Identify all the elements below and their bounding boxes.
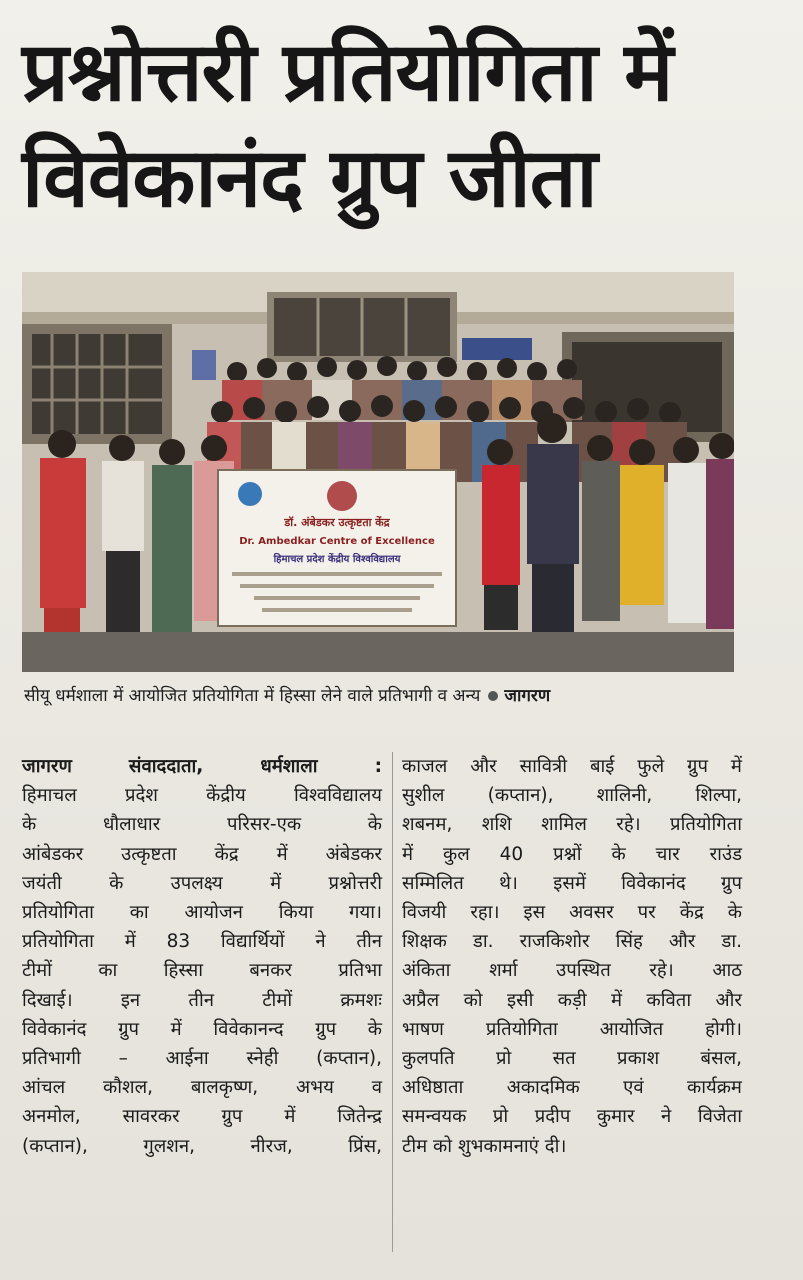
group-photo: [22, 272, 734, 672]
article-line: शिक्षक डा. राजकिशोर सिंह और डा.: [402, 931, 742, 953]
article-dateline: जागरण संवाददाता, धर्मशाला :: [22, 756, 382, 777]
article-line: समन्वयक प्रो प्रदीप कुमार ने विजेता: [402, 1106, 742, 1128]
article-line: आंचल कौशल, बालकृष्ण, अभय व: [22, 1077, 382, 1099]
article-line: (कप्तान), गुलशन, नीरज, प्रिंस,: [22, 1135, 382, 1157]
article-line: टीम को शुभकामनाएं दी।: [402, 1135, 567, 1157]
group-photo-illustration: [22, 272, 734, 672]
headline: [22, 20, 782, 232]
banner-line-2: Dr. Ambedkar Centre of Excellence: [239, 536, 435, 547]
article-line: प्रतियोगिता में 83 विद्यार्थियों ने तीन: [22, 931, 382, 953]
caption-credit: जागरण: [504, 686, 551, 706]
article-line: सुशील (कप्तान), शालिनी, शिल्पा,: [402, 785, 742, 807]
article-line: आंबेडकर उत्कृष्टता केंद्र में अंबेडकर: [22, 843, 382, 865]
article-line: भाषण प्रतियोगिता आयोजित होगी।: [402, 1018, 742, 1040]
article-line: विजयी रहा। इस अवसर पर केंद्र के: [402, 902, 742, 924]
article-line: में कुल 40 प्रश्नों के चार राउंड: [402, 843, 742, 865]
article-line: प्रतिभागी – आईना स्नेही (कप्तान),: [22, 1048, 382, 1070]
article-line: अप्रैल को इसी कड़ी में कविता और: [402, 989, 742, 1011]
article-line: शबनम, शशि शामिल रहे। प्रतियोगिता: [402, 814, 742, 836]
article-line: विवेकानंद ग्रुप में विवेकानन्द ग्रुप के: [22, 1018, 382, 1040]
headline-line-2: विवेकानंद ग्रुप जीता: [22, 131, 597, 226]
bullet-icon: [488, 691, 498, 701]
article-line: जयंती के उपलक्ष्य में प्रश्नोत्तरी: [22, 872, 382, 894]
article-line: हिमाचल प्रदेश केंद्रीय विश्वविद्यालय: [22, 785, 382, 807]
article-line: कुलपति प्रो सत प्रकाश बंसल,: [402, 1048, 742, 1070]
article-line: काजल और सावित्री बाई फुले ग्रुप में: [402, 756, 742, 777]
article-line: अंकिता शर्मा उपस्थित रहे। आठ: [402, 960, 742, 982]
article-line: अधिष्ठाता अकादमिक एवं कार्यक्रम: [402, 1077, 742, 1099]
caption-text: सीयू धर्मशाला में आयोजित प्रतियोगिता में हिस्सा लेने वाले प्रतिभागी व अन्य: [24, 686, 481, 706]
headline-line-1: प्रश्नोत्तरी प्रतियोगिता में: [22, 25, 673, 120]
column-divider: [392, 752, 393, 1252]
article-column-left: [22, 752, 382, 1161]
article-line: के धौलाधार परिसर-एक के: [22, 814, 382, 836]
article-line: टीमों का हिस्सा बनकर प्रतिभा: [22, 960, 382, 982]
group-photo-banner: [218, 470, 456, 626]
banner-line-3: हिमाचल प्रदेश केंद्रीय विश्वविद्यालय: [273, 554, 401, 565]
article-column-right: [402, 752, 742, 1161]
photo-caption: [24, 683, 784, 706]
banner-line-1: डॉ. अंबेडकर उत्कृष्टता केंद्र: [284, 516, 390, 529]
article-line: प्रतियोगिता का आयोजन किया गया।: [22, 902, 382, 924]
article-line: अनमोल, सावरकर ग्रुप में जितेन्द्र: [22, 1106, 382, 1128]
article-line: सम्मिलित थे। इसमें विवेकानंद ग्रुप: [402, 872, 742, 894]
article-line: दिखाई। इन तीन टीमों क्रमशः: [22, 989, 382, 1011]
